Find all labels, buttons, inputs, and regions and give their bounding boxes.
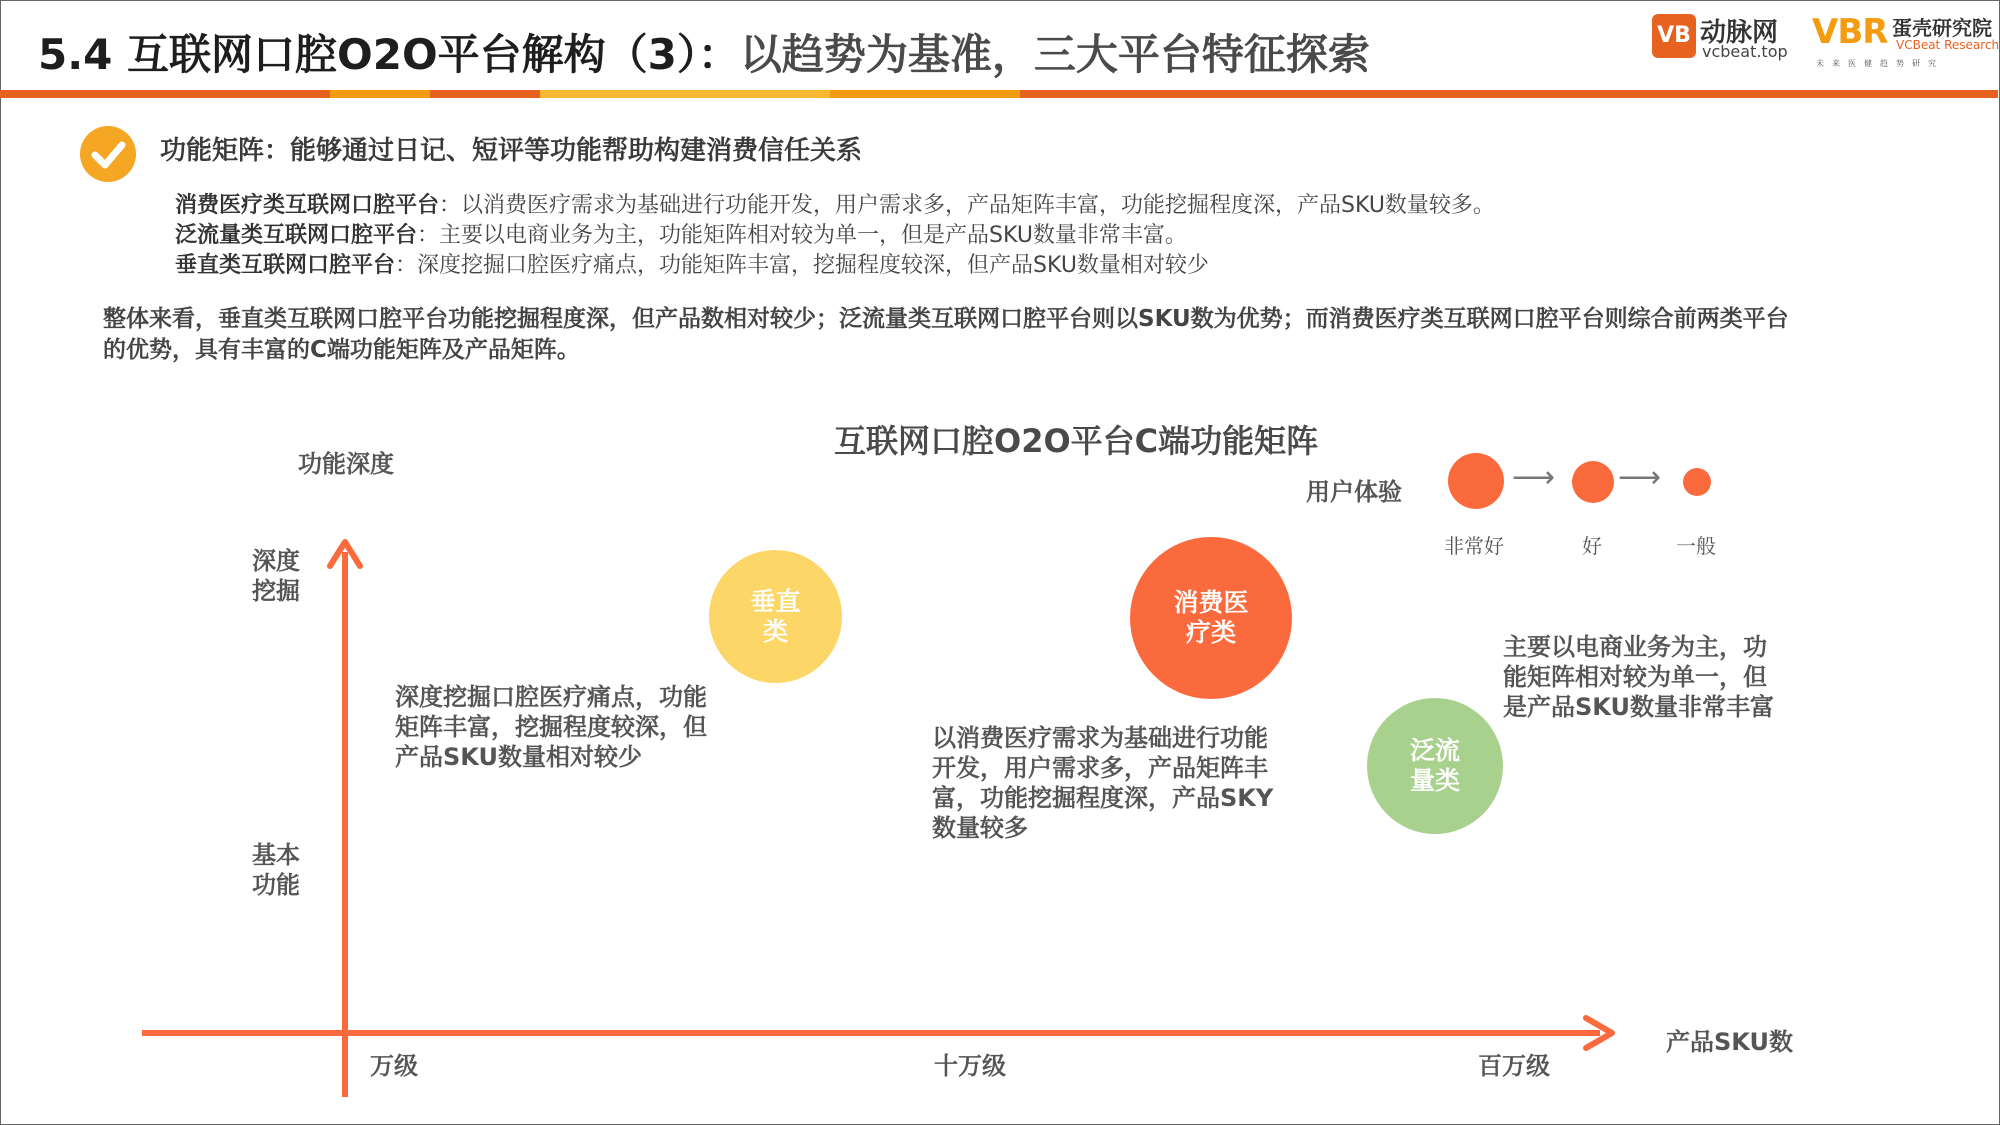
title-sub: 以趋势为基准，三大平台特征探索 [739, 30, 1370, 79]
x-tick-100k: 十万级 [934, 1052, 1006, 1080]
x-tick-10k: 万级 [370, 1052, 418, 1080]
x-tick-1m: 百万级 [1478, 1052, 1550, 1080]
legend-dot-large [1448, 453, 1504, 509]
legend-title: 用户体验 [1306, 478, 1402, 506]
bullet-traffic-name: 泛流量类互联网口腔平台 [175, 223, 418, 248]
desc-vertical: 深度挖掘口腔医疗痛点，功能 矩阵丰富，挖掘程度较深，但 产品SKU数量相对较少 [395, 683, 707, 771]
x-axis-title: 产品SKU数 [1666, 1028, 1793, 1056]
section-heading: 功能矩阵：能够通过日记、短评等功能帮助构建消费信任关系 [160, 136, 863, 166]
y-tick-deep: 深度 挖掘 [252, 547, 300, 605]
bullet-traffic-text: ：主要以电商业务为主，功能矩阵相对较为单一，但是产品SKU数量非常丰富。 [417, 223, 1187, 248]
x-axis [142, 1018, 1612, 1048]
desc-traffic: 主要以电商业务为主，功 能矩阵相对较为单一，但 是产品SKU数量非常丰富 [1503, 633, 1774, 721]
legend-dot-medium [1572, 461, 1614, 503]
desc-consumer-medical: 以消费医疗需求为基础进行功能 开发，用户需求多，产品矩阵丰 富，功能挖掘程度深，产品SKY 数量较多 [932, 724, 1274, 842]
logo2-tag: 未来医健趋势研究 [1816, 59, 1944, 68]
logo1-cn: 动脉网 [1700, 18, 1779, 48]
y-axis [330, 542, 360, 1097]
bullet-vertical-name: 垂直类互联网口腔平台 [175, 253, 396, 278]
chart-title: 互联网口腔O2O平台C端功能矩阵 [834, 422, 1319, 460]
logo2-mark: VBR [1812, 12, 1888, 52]
logo2-cn: 蛋壳研究院 [1892, 16, 1992, 40]
legend-label-very-good: 非常好 [1444, 534, 1504, 558]
summary-text: 整体来看，垂直类互联网口腔平台功能挖掘程度深，但产品数相对较少；泛流量类互联网口腔平台则以SKU数为优势；而消费医疗类互联网口腔平台则综合前两类平台的优势，具有丰富的C端功能矩阵及产品矩阵。 [103, 306, 1789, 363]
y-axis-title: 功能深度 [298, 450, 394, 478]
y-tick-basic: 基本 功能 [252, 841, 300, 899]
logo1-en: vcbeat.top [1702, 42, 1788, 61]
bubble-consumer-medical: 消费医 疗类 [1130, 537, 1292, 699]
legend-arrow-icon: ⟶ [1618, 460, 1662, 495]
bubble-vertical: 垂直 类 [709, 550, 842, 683]
bullet-consumer-name: 消费医疗类互联网口腔平台 [175, 193, 440, 218]
logo-vb-icon: VB [1652, 14, 1696, 58]
legend-arrow-icon: ⟶ [1512, 460, 1556, 495]
title-main: 5.4 互联网口腔O2O平台解构（3）： [38, 30, 740, 79]
bullet-vertical-text: ：深度挖掘口腔医疗痛点，功能矩阵丰富，挖掘程度较深，但产品SKU数量相对较少 [395, 253, 1209, 278]
bubble-traffic: 泛流 量类 [1367, 698, 1503, 834]
legend-label-good: 好 [1582, 534, 1602, 558]
bullet-consumer-text: ：以消费医疗需求为基础进行功能开发，用户需求多，产品矩阵丰富，功能挖掘程度深，产品SKU数量较多。 [439, 193, 1495, 218]
legend-label-average: 一般 [1676, 534, 1716, 558]
legend-dot-small [1683, 468, 1711, 496]
logo2-en: VCBeat Research [1896, 38, 2000, 52]
